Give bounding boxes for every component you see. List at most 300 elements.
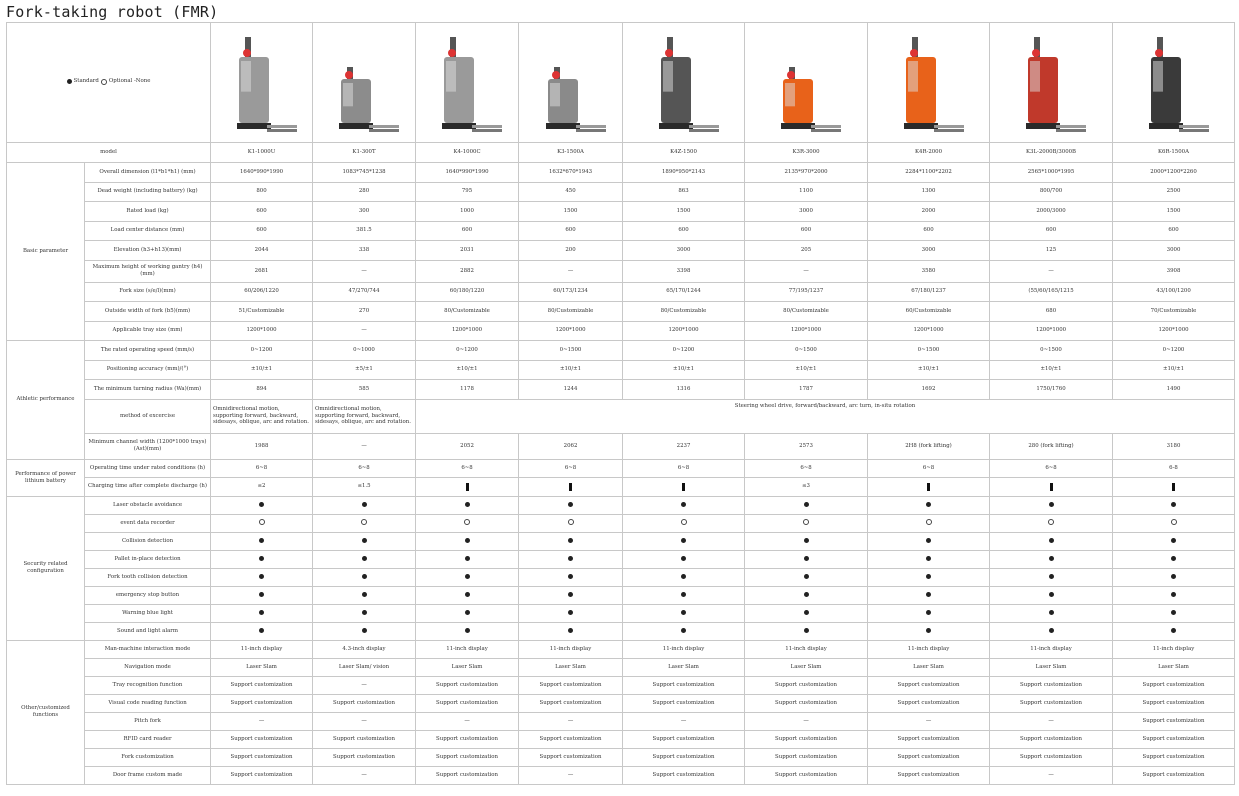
param-label: RFID card reader [85,730,211,748]
spec-row [7,163,1235,183]
optional-ring-icon [926,519,932,525]
param-value: 2000/3000 [990,202,1113,222]
param-value: Support customization [745,730,868,748]
param-value: 1083*745*1238 [313,163,416,183]
param-value [519,622,623,640]
param-value [313,496,416,514]
param-value: 3000 [1113,241,1235,261]
robot-image-cell [990,23,1113,143]
param-value: 11-inch display [745,640,868,658]
param-value [211,532,313,550]
param-value: — [519,712,623,730]
param-value: 1500 [623,202,745,222]
standard-dot-icon [568,592,573,597]
robot-image-cell [416,23,519,143]
param-value: 2000 [868,202,990,222]
param-label: Positioning accuracy (mm)/(°) [85,360,211,380]
param-value: 77/195/1237 [745,282,868,302]
param-value: 2681 [211,260,313,282]
robot-image-cell [313,23,416,143]
param-value: — [868,712,990,730]
model-name: K6R-1500A [1113,143,1235,163]
param-value: Support customization [990,694,1113,712]
param-value: 1200*1000 [623,321,745,341]
param-value [623,568,745,586]
param-value: Support customization [519,730,623,748]
standard-dot-icon [362,556,367,561]
param-value [1113,586,1235,604]
param-value [519,568,623,586]
optional-ring-icon [259,519,265,525]
param-value [1113,514,1235,532]
page-title: Fork-taking robot (FMR) [6,3,219,21]
param-label: event data recorder [85,514,211,532]
standard-dot-icon [1171,556,1176,561]
param-value: 2052 [416,433,519,459]
param-value: 3000 [745,202,868,222]
standard-dot-icon [1171,502,1176,507]
param-value: 600 [211,202,313,222]
model-name: K3L-2000B/3000B [990,143,1113,163]
param-value: Support customization [990,676,1113,694]
param-value [990,532,1113,550]
spec-row [7,676,1235,694]
param-value [1113,532,1235,550]
param-value: 65/170/1244 [623,282,745,302]
param-value: 2500 [1113,182,1235,202]
param-value: 1692 [868,380,990,400]
param-value [623,514,745,532]
spec-row [7,748,1235,766]
robot-image-cell [623,23,745,143]
param-value: Laser Slam [519,658,623,676]
param-value: 1200*1000 [868,321,990,341]
spec-row [7,730,1235,748]
param-value: Support customization [1113,712,1235,730]
param-value [313,604,416,622]
param-value [416,622,519,640]
param-value [416,586,519,604]
param-value: — [313,260,416,282]
param-value: 2062 [519,433,623,459]
image-row [7,23,1235,143]
spec-row [7,604,1235,622]
spec-row [7,712,1235,730]
param-label: Door frame custom made [85,766,211,784]
spec-row [7,221,1235,241]
param-label: Warning blue light [85,604,211,622]
group-label: Athletic performance [7,341,85,460]
param-value [623,622,745,640]
param-value: 2044 [211,241,313,261]
standard-dot-icon [1171,628,1176,633]
group-label: Security related configuration [7,496,85,640]
param-value: 3000 [623,241,745,261]
param-value [990,478,1113,497]
param-value: 2135*970*2000 [745,163,868,183]
standard-dot-icon [259,610,264,615]
param-value: 67/180/1237 [868,282,990,302]
param-value: 0~1500 [519,341,623,361]
param-value: Support customization [519,694,623,712]
param-value: Support customization [519,748,623,766]
standard-dot-icon [926,628,931,633]
param-value: Support customization [868,730,990,748]
standard-dot-icon [681,628,686,633]
standard-dot-icon [926,592,931,597]
param-value: 11-inch display [1113,640,1235,658]
param-value: 0~1200 [623,341,745,361]
standard-dot-icon [568,628,573,633]
param-value: 0~1200 [416,341,519,361]
param-value: — [990,766,1113,784]
param-value [868,514,990,532]
param-label: Overall dimension (l1*b1*h1) (mm) [85,163,211,183]
standard-dot-icon [259,538,264,543]
standard-dot-icon [1171,610,1176,615]
param-value: Laser Slam [1113,658,1235,676]
param-value: 1640*990*1990 [211,163,313,183]
param-value: — [313,321,416,341]
param-label: Load center distance (mm) [85,221,211,241]
param-value: 1500 [1113,202,1235,222]
standard-dot-icon [804,502,809,507]
param-value: 1100 [745,182,868,202]
standard-dot-icon [465,592,470,597]
spec-row [7,202,1235,222]
model-label: model [7,143,211,163]
param-value: ±10/±1 [416,360,519,380]
param-label: Dead weight (including battery) (kg) [85,182,211,202]
param-value: 6~8 [211,459,313,478]
param-value: 863 [623,182,745,202]
param-value: Support customization [313,730,416,748]
param-value: 1178 [416,380,519,400]
standard-dot-icon [568,556,573,561]
param-value: Support customization [868,676,990,694]
standard-dot-icon [1049,610,1054,615]
param-value [745,514,868,532]
param-value: 2573 [745,433,868,459]
standard-dot-icon [1171,574,1176,579]
param-label: Laser obstacle avoidance [85,496,211,514]
spec-row [7,640,1235,658]
param-value [868,568,990,586]
param-label: Elevation (h3+h13)(mm) [85,241,211,261]
param-value: 6~8 [623,459,745,478]
param-value: 11-inch display [868,640,990,658]
param-value [868,532,990,550]
param-value [519,586,623,604]
standard-dot-icon [681,592,686,597]
param-value: Support customization [623,694,745,712]
spec-row [7,766,1235,784]
param-value: 800 [211,182,313,202]
legend-standard: Standard [73,78,99,85]
param-value: 585 [313,380,416,400]
param-value [868,622,990,640]
param-value: 3580 [868,260,990,282]
spec-row [7,282,1235,302]
standard-dot-icon [1049,556,1054,561]
param-value: 1300 [868,182,990,202]
standard-dot-icon [465,628,470,633]
legend-items [67,78,151,85]
param-value: — [623,712,745,730]
param-value: — [313,676,416,694]
spec-row [7,478,1235,497]
param-label: Maximum height of working gantry (h4)(mm) [85,260,211,282]
forklift-robot-image [319,29,409,137]
param-value [313,550,416,568]
forklift-robot-image [639,29,729,137]
param-value: 6-8 [1113,459,1235,478]
param-value: 51/Customizable [211,302,313,322]
standard-dot-icon [362,574,367,579]
param-value [1113,604,1235,622]
robot-image-cell [868,23,990,143]
standard-bar-icon [466,483,469,491]
param-label: Applicable tray size (mm) [85,321,211,341]
param-label: emergency stop button [85,586,211,604]
param-value: ±10/±1 [519,360,623,380]
param-value [519,514,623,532]
param-value: Omnidirectional motion, supporting forward, backward, sidesays, oblique, arc and rotation. [313,399,416,433]
param-value: 280 (fork lifting) [990,433,1113,459]
standard-dot-icon [568,538,573,543]
param-value [313,532,416,550]
param-value: 600 [519,221,623,241]
param-value: 0~1200 [1113,341,1235,361]
group-label: Other/customized functions [7,640,85,784]
group-label: Performance of power lithium battery [7,459,85,496]
forklift-robot-image [884,29,974,137]
param-value: 1200*1000 [519,321,623,341]
standard-dot-icon [926,538,931,543]
model-row [7,143,1235,163]
param-value: 3398 [623,260,745,282]
param-value [990,604,1113,622]
param-value [1113,568,1235,586]
param-value: Laser Slam [990,658,1113,676]
param-value: 1244 [519,380,623,400]
param-value: Support customization [211,694,313,712]
param-value [416,496,519,514]
param-value [623,604,745,622]
param-value: — [416,712,519,730]
standard-dot-icon [362,628,367,633]
param-value [519,478,623,497]
spec-row [7,694,1235,712]
param-value: Support customization [416,694,519,712]
param-value: 1632*670*1943 [519,163,623,183]
standard-bar-icon [927,483,930,491]
param-value: 1490 [1113,380,1235,400]
param-value: 11-inch display [416,640,519,658]
param-value: 6~8 [313,459,416,478]
standard-dot-icon [804,556,809,561]
model-name: K4-1000C [416,143,519,163]
spec-row [7,550,1235,568]
param-value [623,532,745,550]
standard-dot-icon [259,592,264,597]
standard-dot-icon [681,502,686,507]
optional-ring-icon [1171,519,1177,525]
param-value: Support customization [1113,748,1235,766]
param-value: Support customization [1113,766,1235,784]
param-value: — [745,712,868,730]
standard-dot-icon [804,574,809,579]
standard-dot-icon [804,610,809,615]
param-value: Laser Slam [211,658,313,676]
param-value: 280 [313,182,416,202]
param-value [211,622,313,640]
param-value: 125 [990,241,1113,261]
standard-dot-icon [926,574,931,579]
param-value: 300 [313,202,416,222]
standard-bar-icon [569,483,572,491]
param-value: Support customization [990,748,1113,766]
param-value: Laser Slam [416,658,519,676]
param-value: Support customization [519,676,623,694]
param-value: 6~8 [416,459,519,478]
param-value: Support customization [416,730,519,748]
standard-dot-icon [1049,628,1054,633]
param-value: Support customization [1113,694,1235,712]
param-value [519,532,623,550]
param-label: Collision detection [85,532,211,550]
standard-dot-icon [568,610,573,615]
legend [7,23,211,143]
param-label: Sound and light alarm [85,622,211,640]
param-value: — [313,433,416,459]
param-value: 6~8 [990,459,1113,478]
param-value: Support customization [868,748,990,766]
param-value: 680 [990,302,1113,322]
forklift-robot-image [422,29,512,137]
param-label: Fork size (s/e/l)(mm) [85,282,211,302]
param-value [745,496,868,514]
spec-row [7,302,1235,322]
param-value: 60/180/1220 [416,282,519,302]
standard-dot-icon [465,610,470,615]
standard-dot-icon [681,556,686,561]
spec-row [7,622,1235,640]
param-value: 205 [745,241,868,261]
param-value: 200 [519,241,623,261]
spec-row [7,360,1235,380]
param-value: ±10/±1 [1113,360,1235,380]
param-value: Support customization [416,748,519,766]
standard-bar-icon [1050,483,1053,491]
spec-row [7,532,1235,550]
param-value: Omnidirectional motion, supporting forward, backward, sidesays, oblique, arc and rotation. [211,399,313,433]
param-value: 2H8 (fork lifting) [868,433,990,459]
standard-dot-icon [1049,592,1054,597]
param-value-merged: Steering wheel drive, forward/backward, arc turn, in-situ rotation [416,399,1235,433]
param-value: 3180 [1113,433,1235,459]
param-value: 11-inch display [990,640,1113,658]
standard-dot-icon [67,79,72,84]
param-value: 1200*1000 [745,321,868,341]
param-value [745,550,868,568]
standard-bar-icon [1172,483,1175,491]
param-value: 600 [745,221,868,241]
standard-dot-icon [259,574,264,579]
param-value: 80/Customizable [519,302,623,322]
param-value: — [519,766,623,784]
optional-ring-icon [361,519,367,525]
param-label: The minimum turning radius (Wa)(mm) [85,380,211,400]
standard-dot-icon [465,574,470,579]
robot-image-cell [519,23,623,143]
spec-row [7,321,1235,341]
param-value: 47/270/744 [313,282,416,302]
param-value: Support customization [623,730,745,748]
spec-row [7,586,1235,604]
standard-dot-icon [362,538,367,543]
param-value [990,622,1113,640]
param-value: Support customization [745,766,868,784]
param-value: 80/Customizable [416,302,519,322]
param-value: 600 [211,221,313,241]
param-value [623,478,745,497]
spec-row [7,182,1235,202]
param-value: Support customization [211,730,313,748]
param-value [519,604,623,622]
param-value: 60/173/1234 [519,282,623,302]
standard-dot-icon [681,574,686,579]
param-value: 2882 [416,260,519,282]
legend-optional: Optional -None [108,78,151,85]
param-value [623,496,745,514]
param-value: (55/60/165/1215 [990,282,1113,302]
param-label: Rated load (kg) [85,202,211,222]
param-value [1113,622,1235,640]
standard-dot-icon [568,574,573,579]
param-value: — [990,712,1113,730]
param-value: ±5/±1 [313,360,416,380]
param-value [211,496,313,514]
param-value [868,586,990,604]
param-value: 2000*1200*2260 [1113,163,1235,183]
standard-dot-icon [1171,592,1176,597]
spec-row [7,496,1235,514]
param-value: 60/206/1220 [211,282,313,302]
param-value: 1200*1000 [1113,321,1235,341]
param-value: 6~8 [868,459,990,478]
model-name: K3R-3000 [745,143,868,163]
param-value [990,586,1113,604]
standard-bar-icon [682,483,685,491]
param-value: ≤1.5 [313,478,416,497]
param-value [519,496,623,514]
standard-dot-icon [362,592,367,597]
robot-image-cell [211,23,313,143]
standard-dot-icon [568,502,573,507]
standard-dot-icon [926,556,931,561]
param-value: ±10/±1 [623,360,745,380]
spec-table [6,22,1235,785]
param-value: 1750/1760 [990,380,1113,400]
param-value: 11-inch display [519,640,623,658]
model-name: K1-1000U [211,143,313,163]
param-value [868,604,990,622]
param-value [211,586,313,604]
standard-dot-icon [681,610,686,615]
param-label: Fork tooth collision detection [85,568,211,586]
param-value: Support customization [868,694,990,712]
